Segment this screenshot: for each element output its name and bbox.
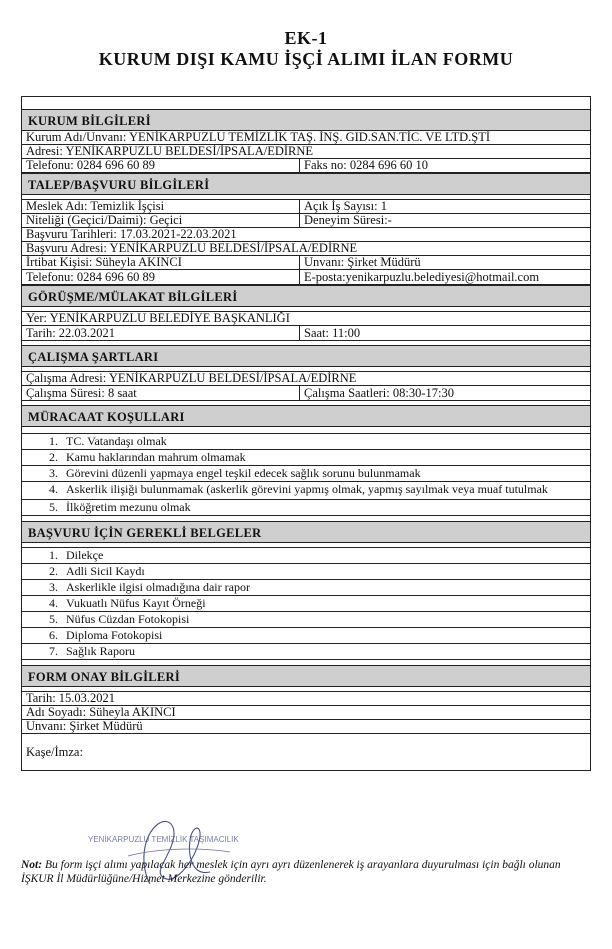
contact-phone: Telefonu: 0284 696 60 89 xyxy=(22,270,300,284)
interview-date: Tarih: 22.03.2021 xyxy=(22,326,300,340)
application-address: Başvuru Adresi: YENİKARPUZLU BELDESİ/İPSALA/EDİRNE xyxy=(26,242,358,255)
form-title: KURUM DIŞI KAMU İŞÇİ ALIMI İLAN FORMU xyxy=(98,49,514,69)
list-item: 3. Görevini düzenli yapmaya engel teşkil edecek sağlık sorunu bulunmamak xyxy=(22,466,590,482)
contact-email: E-posta:yenikarpuzlu.belediyesi@hotmail.com xyxy=(304,270,540,284)
list-item: 1. TC. Vatandaşı olmak xyxy=(22,434,590,450)
occupation-row xyxy=(22,200,590,214)
section-request-header: TALEP/BAŞVURU BİLGİLERİ xyxy=(22,173,590,195)
application-address-row xyxy=(22,242,590,256)
list-item: 5. İlköğretim mezunu olmak xyxy=(49,500,191,514)
institution-fax: Faks no: 0284 696 60 10 xyxy=(304,159,428,172)
work-schedule-row xyxy=(22,386,590,401)
nature-row xyxy=(22,214,590,228)
section-interview-header: GÖRÜŞME/MÜLAKAT BİLGİLERİ xyxy=(22,285,590,307)
application-dates: Başvuru Tarihleri: 17.03.2021-22.03.2021 xyxy=(26,228,237,241)
announcement-form xyxy=(21,96,591,771)
list-item: 3. Askerlikle ilgisi olmadığına dair rapor xyxy=(22,580,590,596)
interview-time-row xyxy=(22,326,590,341)
list-item: 1. Dilekçe xyxy=(22,548,590,564)
list-item: 5. Nüfus Cüzdan Fotokopisi xyxy=(22,612,590,628)
approver-name-row xyxy=(22,706,590,720)
institution-address-row xyxy=(22,145,590,159)
annex-label: EK-1 xyxy=(284,28,328,48)
approval-date-row xyxy=(22,692,590,706)
contact-title: Unvanı: Şirket Müdürü xyxy=(304,256,421,269)
work-address-row xyxy=(22,372,590,386)
stamp-signature-label: Kaşe/İmza: xyxy=(26,745,83,759)
institution-contact-row xyxy=(22,159,590,173)
interview-hour: Saat: 11:00 xyxy=(304,326,361,340)
work-duration: Çalışma Süresi: 8 saat xyxy=(22,386,300,400)
list-item: 2. Adli Sicil Kaydı xyxy=(22,564,590,580)
institution-address: Adresi: YENİKARPUZLU BELDESİ/İPSALA/EDİRNE xyxy=(26,145,314,158)
section-gap xyxy=(22,97,590,109)
section-documents-header: BAŞVURU İÇİN GEREKLİ BELGELER xyxy=(22,521,590,543)
experience-duration: Deneyim Süresi:- xyxy=(304,214,392,227)
note-label: Not: xyxy=(21,859,43,871)
section-approval-header: FORM ONAY BİLGİLERİ xyxy=(22,665,590,687)
section-gap xyxy=(22,427,590,434)
stamp-text: YENİKARPUZLU TEMİZLİK TAŞIMACILIK xyxy=(88,835,239,844)
approval-date: Tarih: 15.03.2021 xyxy=(26,692,116,705)
list-item: 6. Diploma Fotokopisi xyxy=(22,628,590,644)
section-institution-header: KURUM BİLGİLERİ xyxy=(22,109,590,131)
signature-stroke xyxy=(128,849,230,856)
footer-note xyxy=(21,858,591,886)
institution-name: Kurum Adı/Unvanı: YENİKARPUZLU TEMİZLİK TAŞ. İNŞ. GID.SAN.TİC. VE LTD.ŞTİ xyxy=(26,131,491,144)
approver-title-row xyxy=(22,720,590,734)
list-item: 2. Kamu haklarından mahrum olmamak xyxy=(22,450,590,466)
section-working-conditions-header: ÇALIŞMA ŞARTLARI xyxy=(22,345,590,367)
contact-person-row xyxy=(22,256,590,270)
stamp-signature-row xyxy=(22,734,590,770)
approver-name: Adı Soyadı: Süheyla AKINCI xyxy=(26,706,176,719)
institution-phone: Telefonu: 0284 696 60 89 xyxy=(22,159,300,172)
document-header xyxy=(0,28,612,70)
work-address: Çalışma Adresi: YENİKARPUZLU BELDESİ/İPSALA/EDİRNE xyxy=(26,372,357,385)
job-nature: Niteliği (Geçici/Daimi): Geçici xyxy=(22,214,300,227)
note-text: Bu form işçi alımı yapılacak her meslek için ayrı ayrı düzenlenerek iş arayanlara duyurulması için bağlı olunan İŞKUR İl Müdürlüğüne/Hizmet Merkezine gönderilir. xyxy=(21,859,561,885)
occupation-name: Meslek Adı: Temizlik İşçisi xyxy=(22,200,300,213)
section-requirements-header: MÜRACAAT KOŞULLARI xyxy=(22,405,590,427)
list-item: 4. Vukuatlı Nüfus Kayıt Örneği xyxy=(22,596,590,612)
institution-name-row xyxy=(22,131,590,145)
application-dates-row xyxy=(22,228,590,242)
interview-place-row xyxy=(22,312,590,326)
contact-channels-row xyxy=(22,270,590,285)
interview-place: Yer: YENİKARPUZLU BELEDİYE BAŞKANLIĞI xyxy=(26,312,290,325)
list-item: 4. Askerlik ilişiği bulunmamak (askerlik görevini yapmış olmak, yapmış sayılmak veya muaf tutulmak xyxy=(22,482,590,500)
contact-person: İrtibat Kişisi: Süheyla AKINCI xyxy=(22,256,300,269)
work-hours: Çalışma Saatleri: 08:30-17:30 xyxy=(304,386,454,400)
documents-list xyxy=(22,548,590,659)
list-item: 7. Sağlık Raporu xyxy=(49,644,135,658)
open-positions: Açık İş Sayısı: 1 xyxy=(304,200,387,213)
requirements-list xyxy=(22,434,590,515)
approver-title: Unvanı: Şirket Müdürü xyxy=(26,720,143,733)
